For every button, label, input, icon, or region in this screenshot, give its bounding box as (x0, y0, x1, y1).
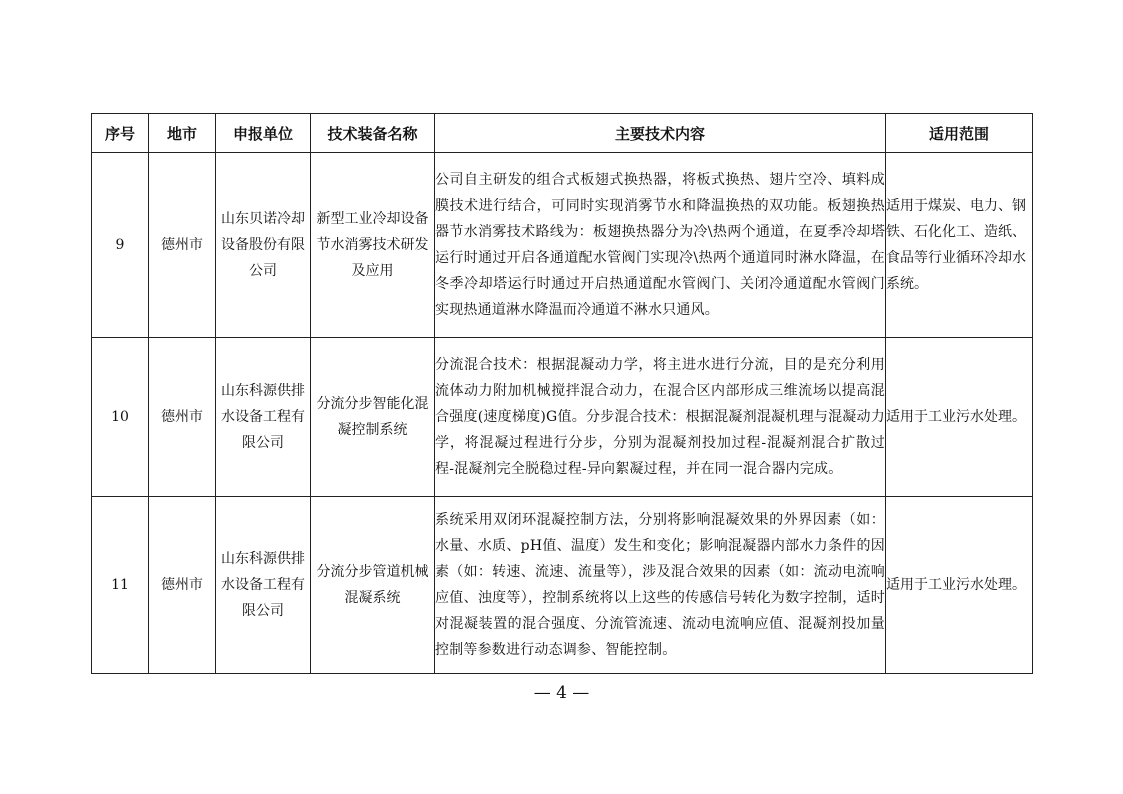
row-equipment: 分流分步管道机械混凝系统 (311, 497, 435, 674)
page-number: — 4 — (533, 683, 590, 703)
table-row (92, 338, 1033, 497)
row-equipment: 分流分步智能化混凝控制系统 (311, 338, 435, 497)
row-city: 德州市 (149, 497, 216, 674)
header-scope: 适用范围 (886, 114, 1033, 153)
table-row (92, 497, 1033, 674)
row-content: 系统采用双闭环混凝控制方法，分别将影响混凝效果的外界因素（如：水量、水质、pH值、温度）发生和变化；影响混凝器内部水力条件的因素（如：转速、流速、流量等），涉及混合效果的因素（如：流动电流响应值、浊度等），控制系统将以上这些的传感信号转化为数字控制，适时对混凝装置的混合强度、分流管流速、流动电流响应值、混凝剂投加量控制等参数进行动态调参、智能控制。 (435, 497, 886, 674)
row-city: 德州市 (149, 338, 216, 497)
header-city: 地市 (149, 114, 216, 153)
row-equipment: 新型工业冷却设备节水消雾技术研发及应用 (311, 153, 435, 338)
table-header-row (92, 114, 1033, 153)
row-index: 11 (92, 497, 149, 674)
row-index: 10 (92, 338, 149, 497)
header-index: 序号 (92, 114, 149, 153)
row-index: 9 (92, 153, 149, 338)
header-content: 主要技术内容 (435, 114, 886, 153)
row-unit: 山东科源供排水设备工程有限公司 (216, 497, 311, 674)
row-content: 公司自主研发的组合式板翅式换热器，将板式换热、翅片空冷、填料成膜技术进行结合，可同时实现消雾节水和降温换热的双功能。板翅换热器节水消雾技术路线为：板翅换热器分为冷\热两个通道，在夏季冷却塔运行时通过开启各通道配水管阀门实现冷\热两个通道同时淋水降温，在冬季冷却塔运行时通过开启热通道配水管阀门、关闭冷通道配水管阀门实现热通道淋水降温而冷通道不淋水只通风。 (435, 153, 886, 338)
header-unit: 申报单位 (216, 114, 311, 153)
row-scope: 适用于煤炭、电力、钢铁、石化化工、造纸、食品等行业循环冷却水系统。 (886, 153, 1033, 338)
row-scope: 适用于工业污水处理。 (886, 497, 1033, 674)
header-equipment: 技术装备名称 (311, 114, 435, 153)
technology-equipment-table (91, 113, 1033, 674)
row-unit: 山东贝诺冷却设备股份有限公司 (216, 153, 311, 338)
row-content: 分流混合技术：根据混凝动力学，将主进水进行分流，目的是充分利用流体动力附加机械搅拌混合动力，在混合区内部形成三维流场以提高混合强度(速度梯度)G值。分步混合技术：根据混凝剂混凝机理与混凝动力学，将混凝过程进行分步，分别为混凝剂投加过程-混凝剂混合扩散过程-混凝剂完全脱稳过程-异向絮凝过程，并在同一混合器内完成。 (435, 338, 886, 497)
row-scope: 适用于工业污水处理。 (886, 338, 1033, 497)
table-row (92, 153, 1033, 338)
row-unit: 山东科源供排水设备工程有限公司 (216, 338, 311, 497)
row-city: 德州市 (149, 153, 216, 338)
